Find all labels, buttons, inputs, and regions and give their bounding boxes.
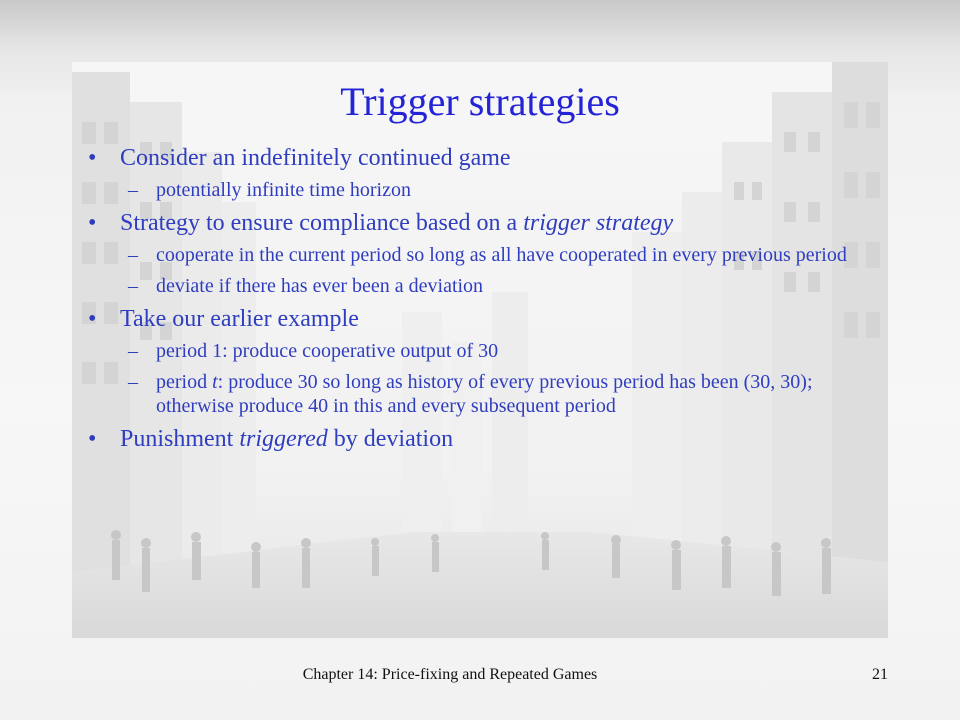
page-number: 21 bbox=[872, 666, 888, 683]
sub-bullet-item bbox=[84, 339, 874, 363]
bullet-icon: • bbox=[88, 210, 97, 236]
bullet-item bbox=[84, 305, 874, 334]
bullet-icon: • bbox=[88, 145, 97, 171]
dash-icon: – bbox=[128, 244, 138, 266]
sub-bullet-item bbox=[84, 178, 874, 202]
text-segment: by deviation bbox=[327, 426, 454, 452]
italic-text: t bbox=[212, 371, 218, 393]
bullet-item bbox=[84, 144, 874, 173]
dash-icon: – bbox=[128, 179, 138, 201]
bullet-item bbox=[84, 209, 874, 238]
text-segment: deviate if there has ever been a deviation bbox=[156, 275, 484, 297]
text-segment: Take our earlier example bbox=[120, 306, 359, 332]
slide-panel bbox=[72, 62, 888, 638]
italic-text: triggered bbox=[239, 426, 328, 452]
bullet-icon: • bbox=[88, 306, 97, 332]
bullet-icon: • bbox=[88, 426, 97, 452]
text-segment: Strategy to ensure compliance based on a bbox=[120, 210, 524, 236]
text-segment: Punishment bbox=[120, 426, 240, 452]
text-segment: Consider an indefinitely continued game bbox=[120, 145, 511, 171]
bullet-list bbox=[84, 144, 874, 459]
text-segment: period bbox=[156, 371, 213, 393]
text-segment: : produce 30 so long as history of every previous period has been (30, 30); otherwise produce 40 in this and every subsequent period bbox=[156, 371, 813, 417]
sub-bullet-item bbox=[84, 274, 874, 298]
sub-bullet-item bbox=[84, 370, 874, 418]
bullet-item bbox=[84, 425, 874, 454]
italic-text: trigger strategy bbox=[523, 210, 674, 236]
sub-bullet-item bbox=[84, 243, 874, 267]
dash-icon: – bbox=[128, 371, 138, 393]
slide-title: Trigger strategies bbox=[340, 79, 620, 124]
text-segment: period 1: produce cooperative output of 30 bbox=[156, 340, 499, 362]
text-segment: cooperate in the current period so long as all have cooperated in every previous period bbox=[156, 244, 847, 266]
dash-icon: – bbox=[128, 340, 138, 362]
footer-text: Chapter 14: Price-fixing and Repeated Games bbox=[302, 666, 598, 683]
dash-icon: – bbox=[128, 275, 138, 297]
text-segment: potentially infinite time horizon bbox=[156, 179, 411, 201]
